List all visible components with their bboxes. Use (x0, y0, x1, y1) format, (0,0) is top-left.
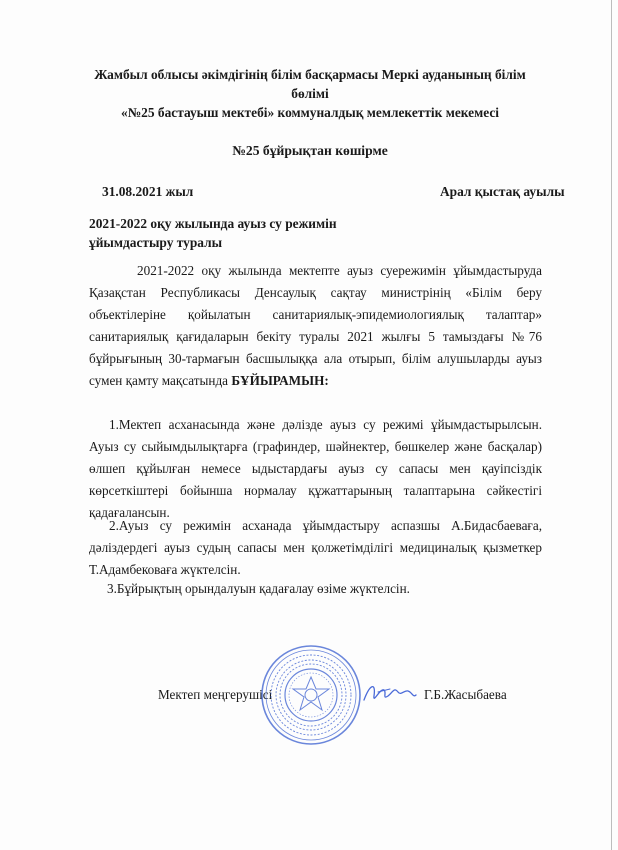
order-date: 31.08.2021 жыл (102, 184, 194, 199)
order-subject: 2021-2022 оқу жылында ауыз су режимін ұйымдастыру туралы (89, 216, 337, 250)
order-keyword: БҰЙЫРАМЫН: (231, 373, 329, 388)
scan-edge-line (611, 0, 612, 850)
header-line-3: «№25 бастауыш мектебі» коммуналдық мемлекеттік мекемесі (121, 105, 499, 120)
handwritten-signature-icon (360, 678, 418, 708)
header-line-1: Жамбыл облысы әкімдігінің білім басқармасы Меркі ауданының білім (94, 67, 526, 82)
order-item-3: 3.Бұйрықтың орындалуын қадағалау өзіме жүктелсін. (107, 581, 410, 596)
order-item-2: 2.Ауыз су режимін асханада ұйымдастыру аспазшы А.Бидасбаеваға, дәліздердегі ауыз судың сапасы мен қолжетімділігі медициналық қызметкер Т.Адамбековаға жүктелсін. (89, 518, 542, 577)
intro-paragraph (89, 260, 542, 392)
intro-text: 2021-2022 оқу жылында мектепте ауыз суережимін ұйымдастыруда Қазақстан Республикасы Денсаулық сақтау министрінің «Білім беру объектілеріне қойылатын санитариялық-эпидемиологиялық талаптар» санитариялық қағидаларын бекіту туралы 2021 жылғы 5 тамыздағы №76 бұйрығының 30-тармағын басшылыққа ала отырып, білім алушыларды ауыз сумен қамту мақсатында (89, 263, 542, 388)
signatory-name: Г.Б.Жасыбаева (424, 687, 507, 702)
signatory-position: Мектеп меңгерушісі (158, 687, 273, 702)
order-item-1: 1.Мектеп асханасында және дәлізде ауыз су режимі ұйымдастырылсын. Ауыз су сыйымдылықтарға (графиндер, шәйнектер, бөшкелер және басқалар) өлшеп құйылған немесе ыдыстардағы ауыз су сапасы мен қауіпсіздік көрсеткіштері бойынша нормалау құжаттарының талаптарына сәйкестігі қадағалансын. (89, 417, 542, 520)
document-title: №25 бұйрықтан көшірме (232, 143, 388, 158)
official-stamp-icon (260, 644, 362, 746)
header-line-2: бөлімі (291, 86, 329, 101)
order-place: Арал қыстақ ауылы (440, 184, 565, 199)
